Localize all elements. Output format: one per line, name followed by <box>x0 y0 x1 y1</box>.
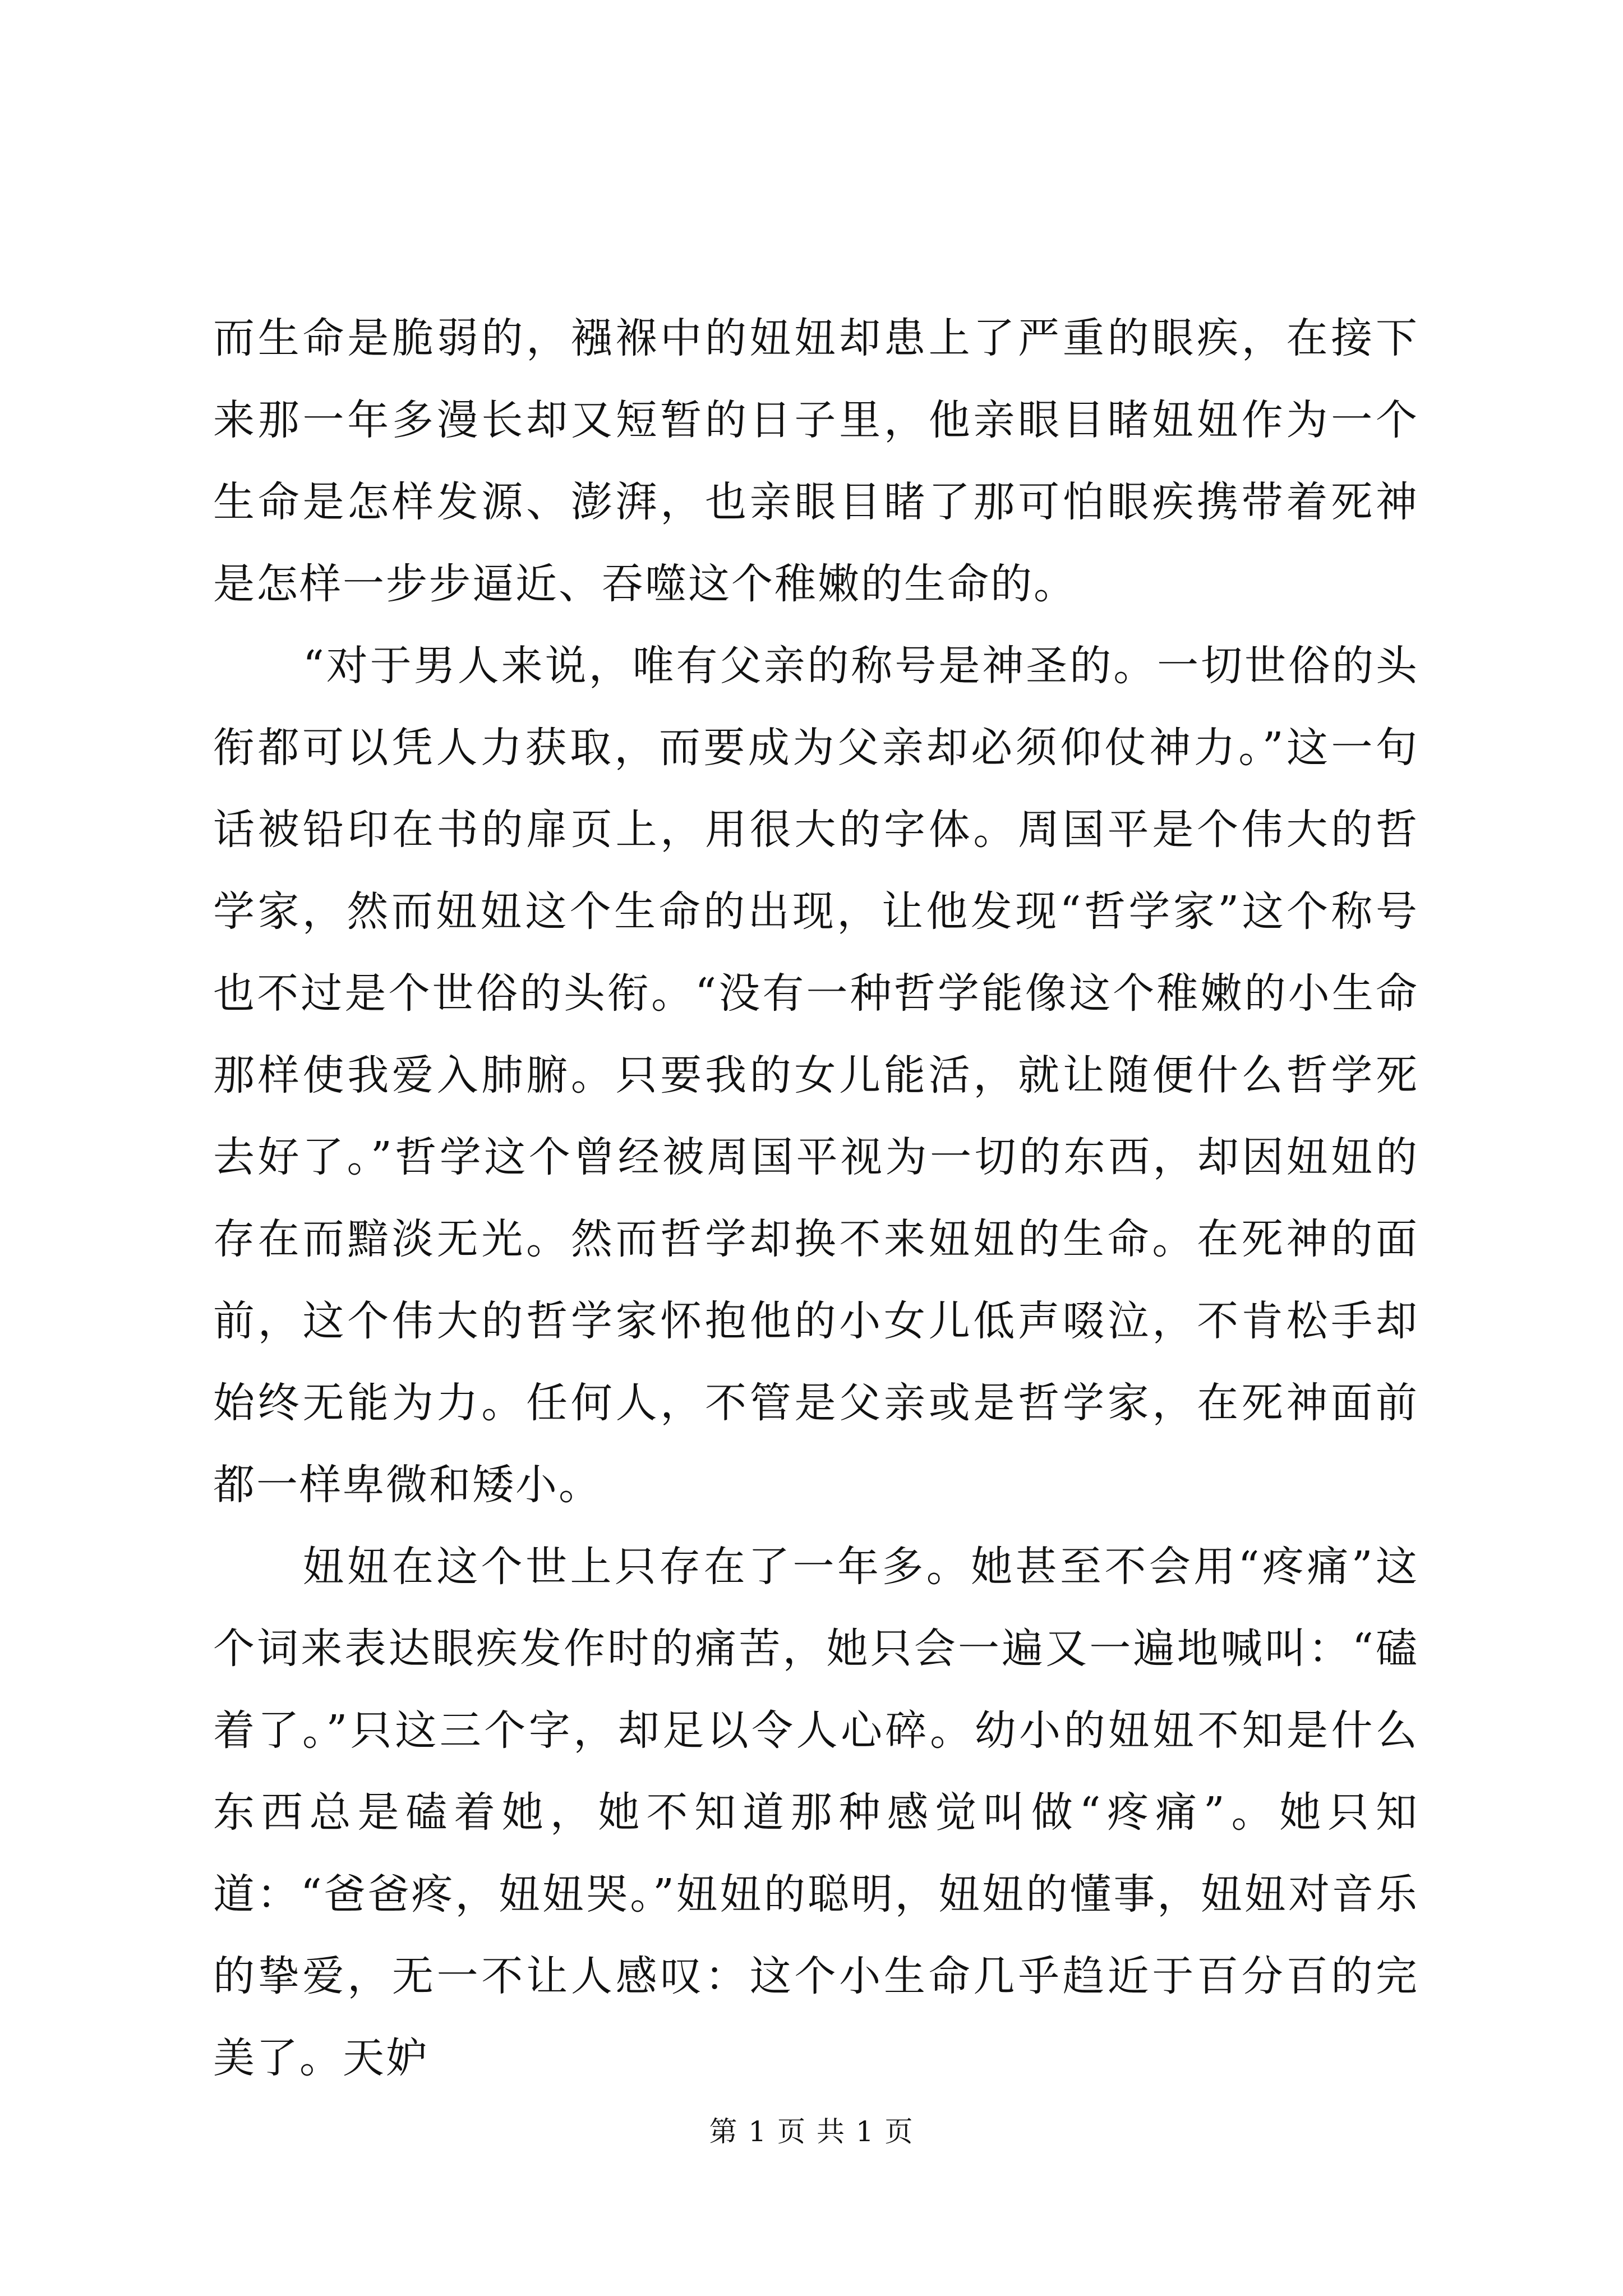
body-text <box>213 297 1419 2099</box>
paragraph-2: “对于男人来说，唯有父亲的称号是神圣的。一切世俗的头衔都可以凭人力获取，而要成为父亲却必须仰仗神力。”这一句话被铅印在书的扉页上，用很大的字体。周国平是个伟大的哲学家，然而妞妞这个生命的出现，让他发现“哲学家”这个称号也不过是个世俗的头衔。“没有一种哲学能像这个稚嫩的小生命那样使我爱入肺腑。只要我的女儿能活，就让随便什么哲学死去好了。”哲学这个曾经被周国平视为一切的东西，却因妞妞的存在而黯淡无光。然而哲学却换不来妞妞的生命。在死神的面前，这个伟大的哲学家怀抱他的小女儿低声啜泣，不肯松手却始终无能为力。任何人，不管是父亲或是哲学家，在死神面前都一样卑微和矮小。 <box>213 642 1419 1509</box>
page-footer: 第 1 页 共 1 页 <box>709 2115 914 2148</box>
paragraph-1: 而生命是脆弱的，襁褓中的妞妞却患上了严重的眼疾，在接下来那一年多漫长却又短暂的日子里，他亲眼目睹妞妞作为一个生命是怎样发源、澎湃，也亲眼目睹了那可怕眼疾携带着死神是怎样一步步逼近、吞噬这个稚嫩的生命的。 <box>213 314 1419 608</box>
paragraph-3: 妞妞在这个世上只存在了一年多。她甚至不会用“疼痛”这个词来表达眼疾发作时的痛苦，她只会一遍又一遍地喊叫：“磕着了。”只这三个字，却足以令人心碎。幼小的妞妞不知是什么东西总是磕着她，她不知道那种感觉叫做“疼痛”。她只知道：“爸爸疼，妞妞哭。”妞妞的聪明，妞妞的懂事，妞妞对音乐的挚爱，无一不让人感叹：这个小生命几乎趋近于百分百的完美了。天妒 <box>213 1543 1419 2082</box>
